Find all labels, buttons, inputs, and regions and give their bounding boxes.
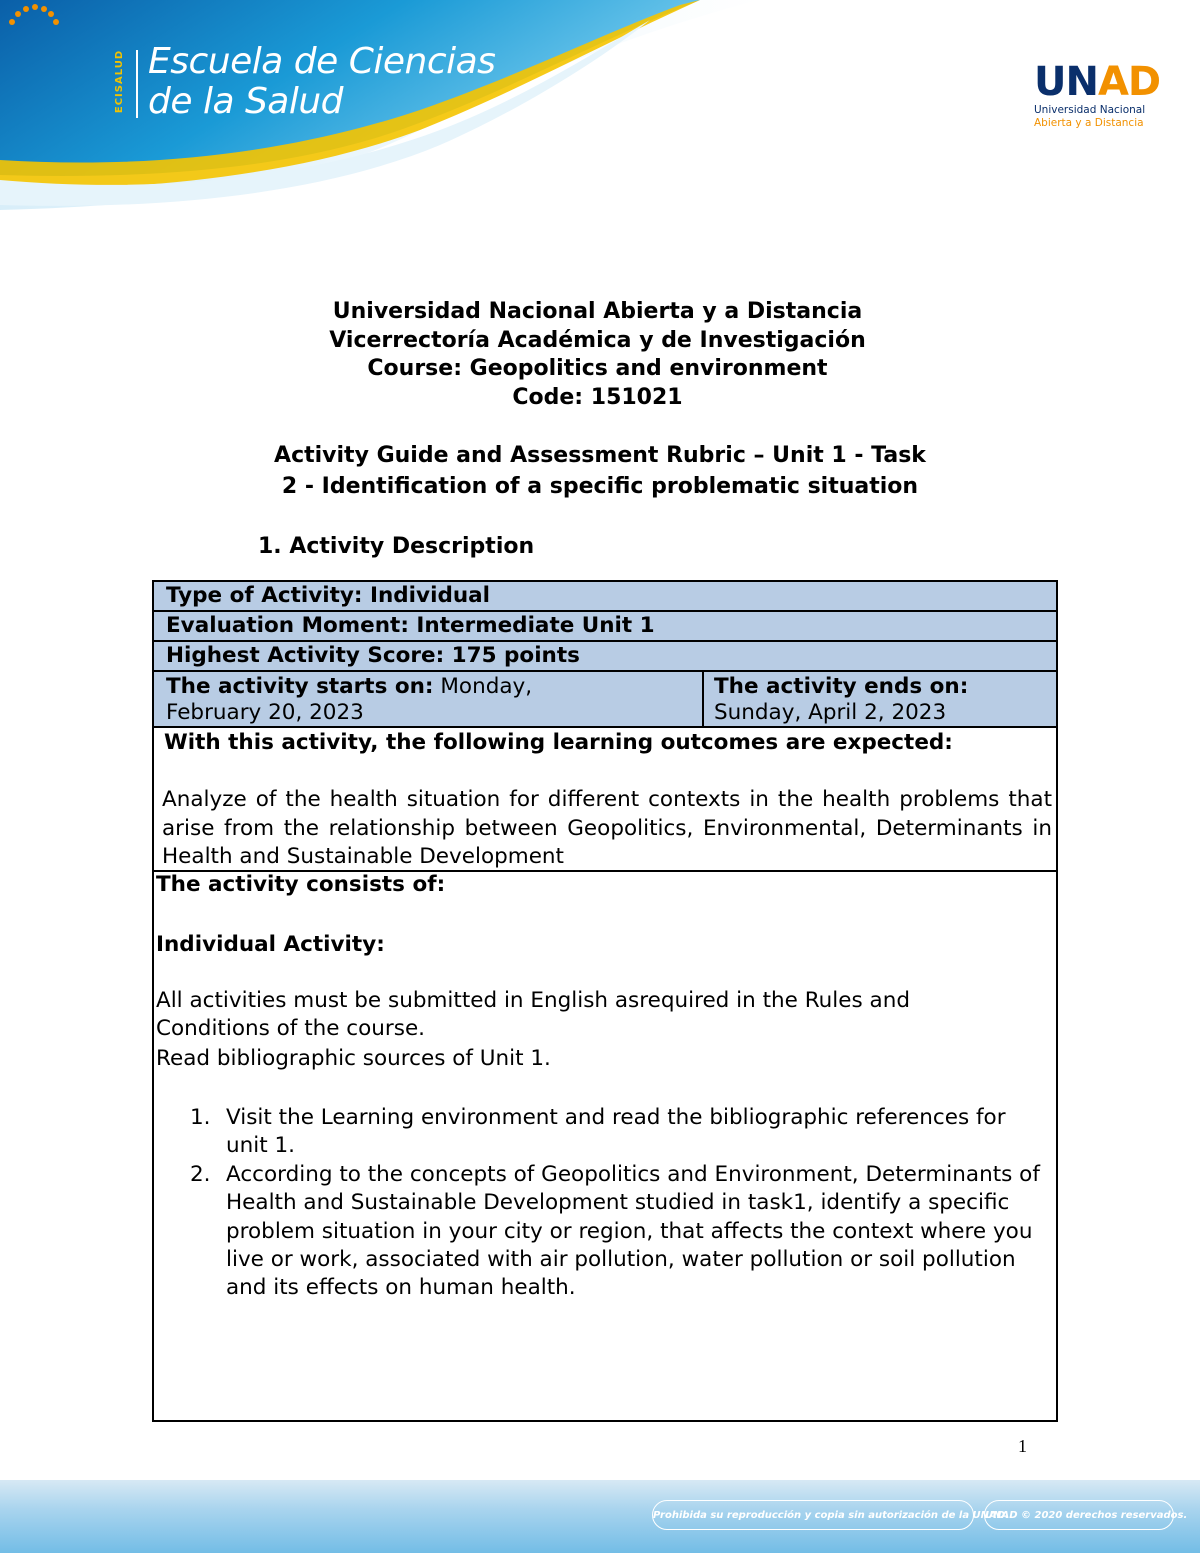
guide-title [0, 440, 1200, 502]
school-name [148, 42, 495, 122]
document-titles [0, 298, 1195, 412]
steps-list [190, 1104, 1050, 1303]
copyright-badge: UNAD © 2020 derechos reservados. [984, 1500, 1174, 1530]
page-number: 1 [1018, 1436, 1027, 1456]
university-title: Universidad Nacional Abierta y a Distancia [332, 299, 863, 324]
course-title: Course: Geopolitics and environment [367, 356, 828, 381]
step-number: 1. [190, 1105, 211, 1130]
outcomes-heading: With this activity, the following learning outcomes are expected: [164, 730, 953, 755]
activity-consists-row [154, 872, 1056, 1420]
step-number: 2. [190, 1161, 211, 1187]
vicerrectoria-title: Vicerrectoría Académica y de Investigación [329, 327, 866, 353]
course-code: Code: 151021 [512, 384, 683, 410]
guide-title-line1: Activity Guide and Assessment Rubric – Unit 1 - Task [274, 443, 926, 468]
start-date-cell [154, 672, 704, 726]
start-date: February 20, 2023 [166, 700, 364, 725]
guide-title-line2: 2 - Identification of a specific problematic situation [281, 474, 919, 499]
outcomes-body: Analyze of the health situation for different contexts in the health problems that arise from the relationship between Geopolitics, Environmental, Determinants in Health and Sustainable Development [162, 787, 1052, 869]
dates-row [154, 672, 1056, 728]
step-text: According to the concepts of Geopolitics and Environment, Determinants of Health and Sustainable Development studied in task1, identify a specific problem situation in your city or region, that affects the context where you live or work, associated with air pollution, water pollution or soil pollution and its effects on human health. [226, 1161, 1040, 1301]
consists-heading: The activity consists of: [156, 872, 446, 897]
activity-table [152, 580, 1058, 1422]
highest-score-row: Highest Activity Score: 175 points [154, 642, 1056, 672]
logo-subtitle-line2: Abierta y a Distancia [1034, 117, 1144, 129]
copyright-notice: Prohibida su reproducción y copia sin autorización de la UNAD. [652, 1500, 974, 1530]
evaluation-moment-row: Evaluation Moment: Intermediate Unit 1 [154, 612, 1056, 642]
banner-waves [0, 0, 1200, 260]
divider-line [136, 50, 138, 118]
learning-outcomes-row [154, 728, 1056, 872]
logo-subtitle-line1: Universidad Nacional [1034, 104, 1146, 116]
rules-line-1: All activities must be submitted in English asrequired in the Rules and [156, 988, 910, 1013]
start-day: Monday, [433, 674, 533, 699]
school-name-line1: Escuela de Ciencias [148, 41, 496, 82]
unad-logo-wordmark: UNAD [1034, 59, 1161, 105]
individual-heading: Individual Activity: [156, 932, 385, 957]
unad-logo-icon [0, 0, 128, 110]
header-banner [0, 0, 1200, 260]
start-label: The activity starts on: [166, 674, 434, 699]
school-tag: ECISALUD [114, 49, 126, 114]
step-text: Visit the Learning environment and read the bibliographic references for unit 1. [226, 1105, 1006, 1159]
list-item [190, 1104, 1050, 1161]
end-date: Sunday, April 2, 2023 [714, 700, 947, 725]
read-sources-line: Read bibliographic sources of Unit 1. [156, 1046, 551, 1071]
type-of-activity-row: Type of Activity: Individual [154, 582, 1056, 612]
rules-line-2: Conditions of the course. [156, 1016, 426, 1041]
section-heading: 1. Activity Description [258, 534, 535, 559]
list-item [190, 1161, 1050, 1303]
school-name-line2: de la Salud [148, 81, 344, 122]
end-date-cell [704, 672, 1056, 726]
end-label: The activity ends on: [714, 674, 969, 699]
